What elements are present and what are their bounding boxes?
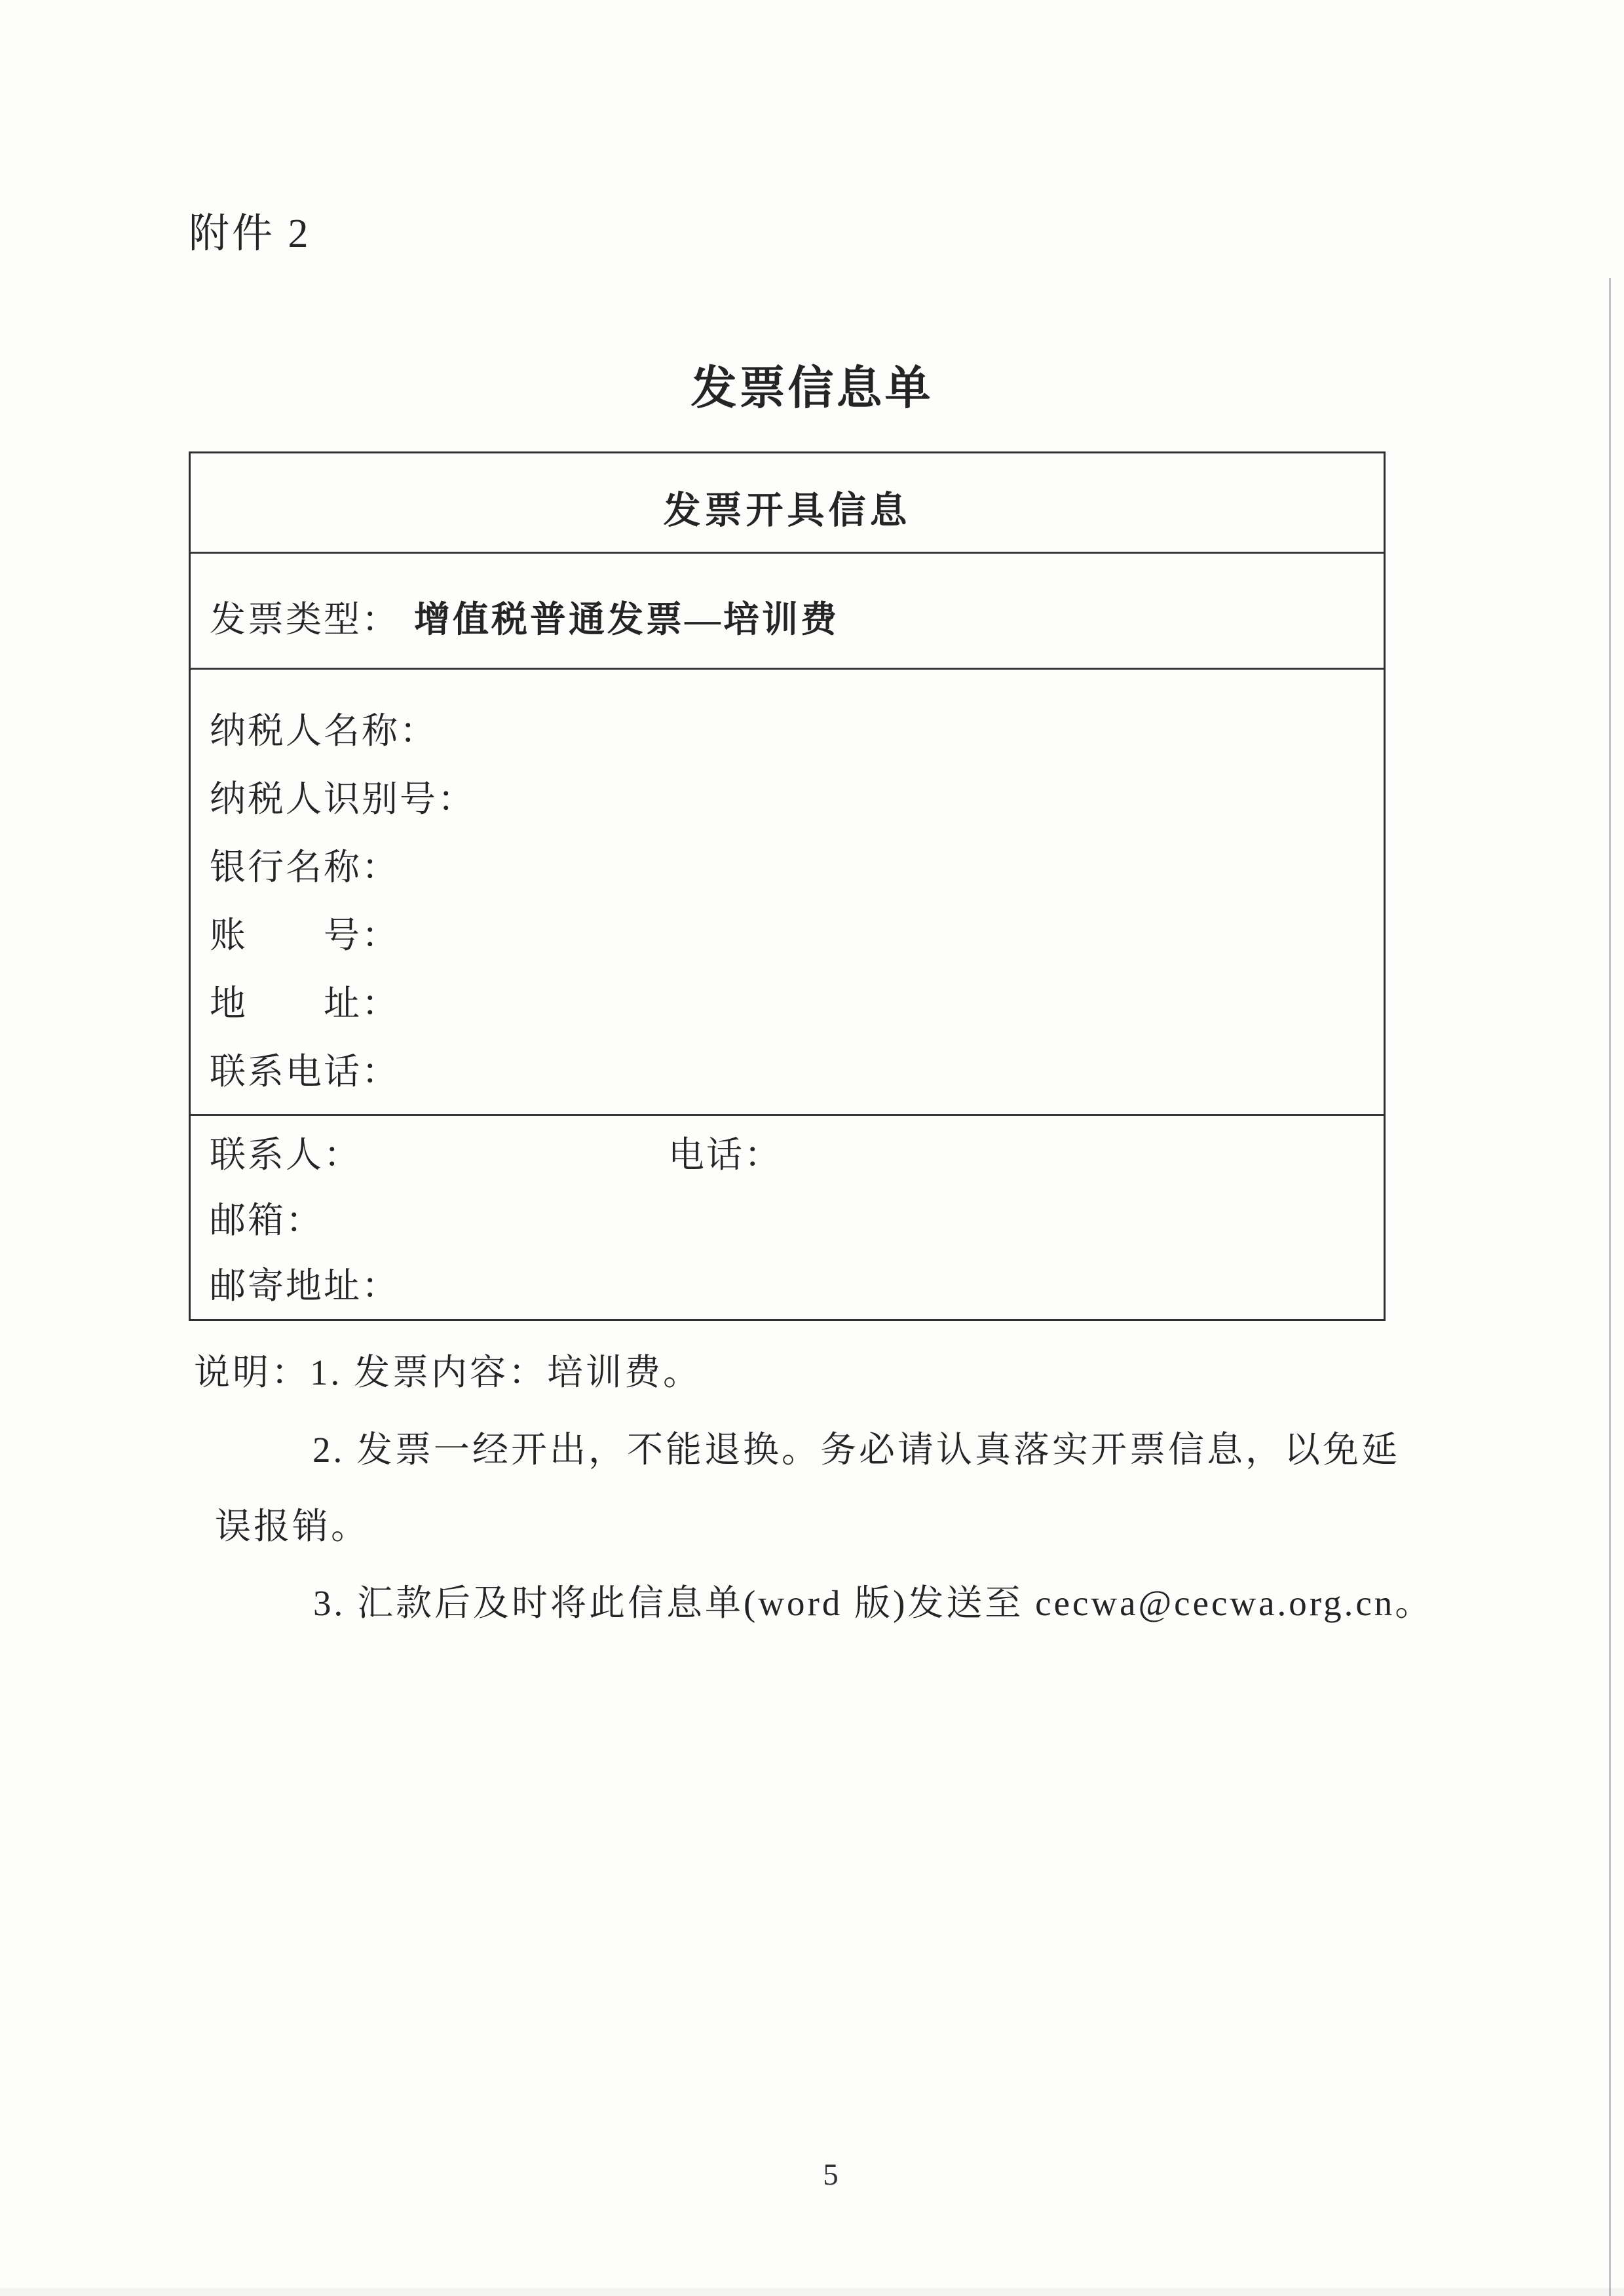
mailing-address-line [210,1253,1384,1319]
table-header-row [191,453,1384,552]
note-line-1: 说明：1. 发票内容：培训费。 [194,1352,702,1392]
invoice-type-row [191,552,1384,668]
taxpayer-name-label: 纳税人名称： [210,711,438,752]
note-line-4: 3. 汇款后及时将此信息单(word 版)发送至 cecwa@cecwa.org.cn。 [313,1583,1434,1623]
contact-phone-label: 联系电话： [210,1052,400,1092]
bank-name-label: 银行名称： [210,847,400,888]
contact-person-label: 联系人： [210,1135,362,1175]
invoice-type-label: 发票类型： [210,600,400,640]
table-header-title: 发票开具信息 [663,489,911,531]
document-title: 发票信息单 [690,364,934,414]
mailing-address-label: 邮寄地址： [210,1266,400,1306]
note-line-2: 2. 发票一经开出，不能退换。务必请认真落实开票信息，以免延 [312,1430,1401,1470]
phone-label: 电话： [668,1135,783,1175]
address-label: 地 址： [210,984,400,1024]
account-number-label: 账 号： [210,915,400,956]
email-label: 邮箱： [210,1200,324,1240]
taxpayer-id-label: 纳税人识别号： [210,779,476,820]
email-line [210,1188,1384,1253]
page-number: 5 [823,2158,839,2192]
scanner-bottom-artifact [0,2288,1624,2296]
attachment-label: 附件 2 [189,212,311,256]
contact-info-row [191,1114,1384,1319]
invoice-type-value: 增值税普通发票—培训费 [414,600,840,640]
scanner-edge-artifact [1609,278,1611,2296]
taxpayer-info-row [191,668,1384,1114]
note-line-3: 误报销。 [215,1506,370,1546]
invoice-info-table [189,451,1386,1321]
contact-person-line [210,1122,1384,1188]
